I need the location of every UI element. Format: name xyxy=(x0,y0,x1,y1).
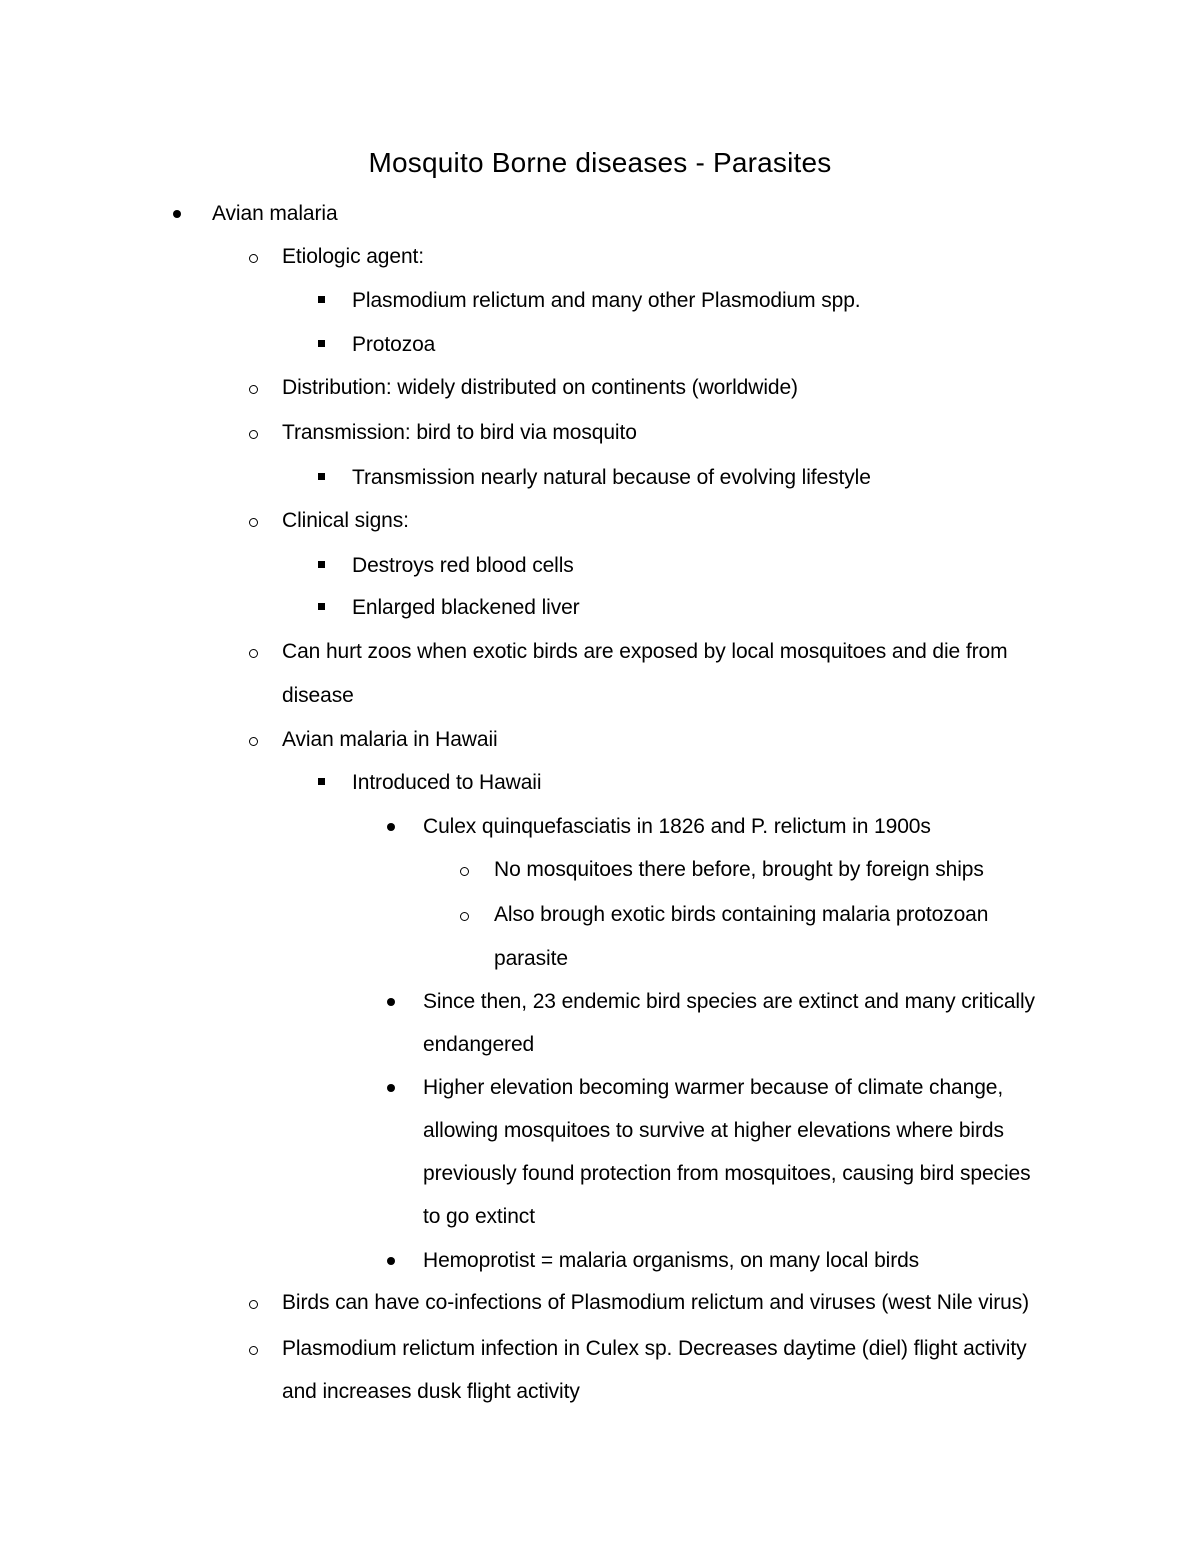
outline-line: Avian malaria in Hawaii xyxy=(282,728,498,751)
outline-line: Transmission nearly natural because of evolving lifestyle xyxy=(352,466,871,489)
outline-line: No mosquitoes there before, brought by foreign ships xyxy=(494,858,984,881)
bullet-circle-icon xyxy=(249,1346,258,1355)
outline-line: Can hurt zoos when exotic birds are exposed by local mosquitoes and die from xyxy=(282,640,1008,663)
bullet-square-icon xyxy=(318,296,325,303)
bullet-circle-icon xyxy=(460,867,469,876)
outline-line: Avian malaria xyxy=(212,202,338,225)
bullet-dot-icon xyxy=(387,998,395,1006)
bullet-dot-icon xyxy=(387,823,395,831)
page-title: Mosquito Borne diseases - Parasites xyxy=(368,147,832,178)
bullet-circle-icon xyxy=(249,1300,258,1309)
outline-line: Plasmodium relictum infection in Culex sp. Decreases daytime (diel) flight activity xyxy=(282,1337,1027,1360)
bullet-circle-icon xyxy=(249,518,258,527)
outline-line: and increases dusk flight activity xyxy=(282,1380,580,1403)
outline-line: Birds can have co-infections of Plasmodium relictum and viruses (west Nile virus) xyxy=(282,1291,1030,1314)
outline-line: Introduced to Hawaii xyxy=(352,771,542,794)
bullet-circle-icon xyxy=(249,254,258,263)
bullet-circle-icon xyxy=(249,737,258,746)
bullet-square-icon xyxy=(318,561,325,568)
outline-line: Etiologic agent: xyxy=(282,245,424,268)
bullet-dot-icon xyxy=(387,1257,395,1265)
bullet-square-icon xyxy=(318,778,325,785)
bullet-circle-icon xyxy=(460,912,469,921)
outline-line: Transmission: bird to bird via mosquito xyxy=(282,421,637,444)
bullet-square-icon xyxy=(318,340,325,347)
outline-line: Protozoa xyxy=(352,333,436,356)
outline-line: allowing mosquitoes to survive at higher elevations where birds xyxy=(423,1119,1004,1142)
bullet-square-icon xyxy=(318,473,325,480)
bullet-circle-icon xyxy=(249,385,258,394)
outline-line: Clinical signs: xyxy=(282,509,409,532)
outline-line: to go extinct xyxy=(423,1205,535,1228)
outline-line: disease xyxy=(282,684,354,707)
outline-line: previously found protection from mosquitoes, causing bird species xyxy=(423,1162,1031,1185)
bullet-circle-icon xyxy=(249,649,258,658)
outline-line: Since then, 23 endemic bird species are extinct and many critically xyxy=(423,990,1035,1013)
outline-line: Enlarged blackened liver xyxy=(352,596,580,619)
bullet-square-icon xyxy=(318,603,325,610)
bullet-circle-icon xyxy=(249,430,258,439)
outline-line: Culex quinquefasciatis in 1826 and P. relictum in 1900s xyxy=(423,815,931,838)
outline-line: Distribution: widely distributed on continents (worldwide) xyxy=(282,376,798,399)
outline-line: Plasmodium relictum and many other Plasmodium spp. xyxy=(352,289,861,312)
bullet-dot-icon xyxy=(387,1084,395,1092)
outline-line: Hemoprotist = malaria organisms, on many local birds xyxy=(423,1249,920,1272)
outline-line: Also brough exotic birds containing malaria protozoan xyxy=(494,903,989,926)
outline-line: Destroys red blood cells xyxy=(352,554,574,577)
outline-line: Higher elevation becoming warmer because of climate change, xyxy=(423,1076,1004,1099)
bullet-dot-icon xyxy=(173,210,181,218)
outline-line: parasite xyxy=(494,947,568,970)
outline-line: endangered xyxy=(423,1033,535,1056)
